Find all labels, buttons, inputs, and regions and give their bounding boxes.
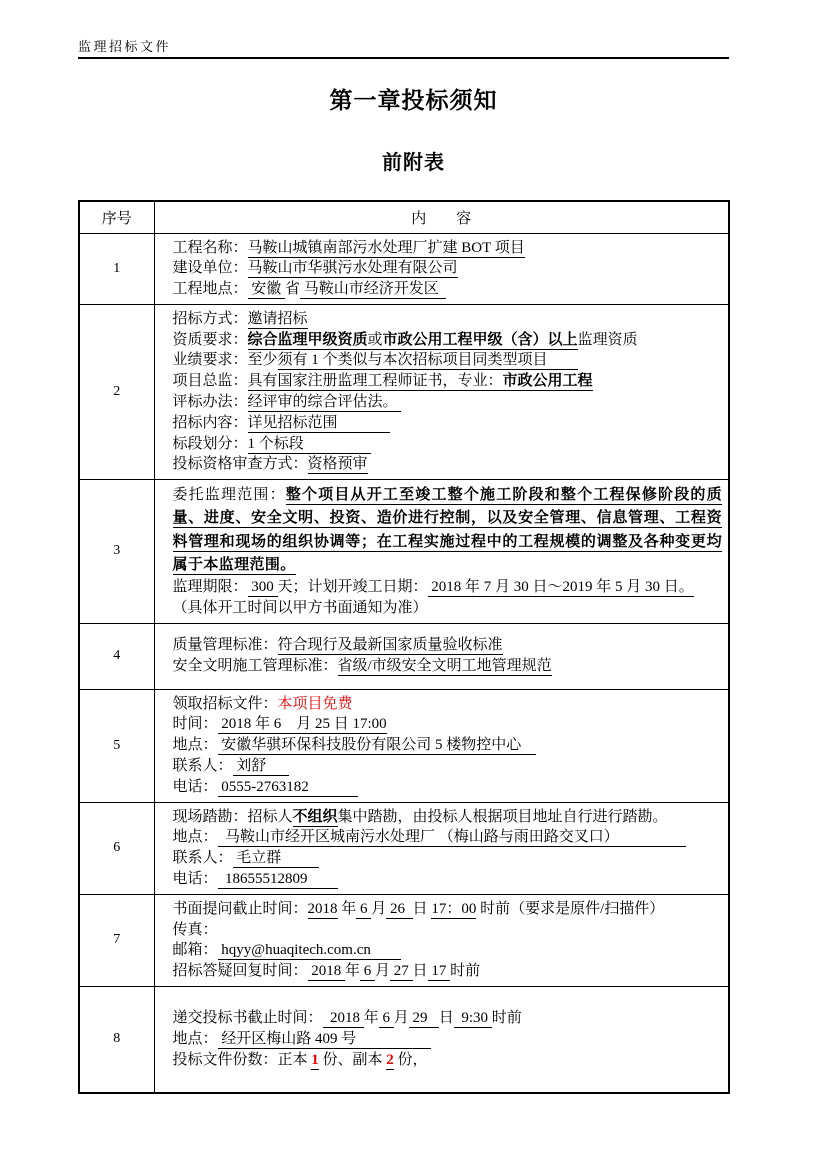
row-number-cell: 6 xyxy=(79,802,154,894)
text-segment: 业绩要求：至少 xyxy=(172,352,278,369)
text-segment: 毛立群 xyxy=(232,850,319,867)
text-segment: 马鞍山市经济开发区 xyxy=(300,281,447,298)
text-segment: 马鞍山市华骐污水处理有限公司 xyxy=(247,260,458,277)
content-line xyxy=(173,920,723,941)
text-segment: 1 个标段 xyxy=(247,435,372,452)
content-line xyxy=(173,714,723,735)
content-line xyxy=(173,807,723,828)
content-line xyxy=(173,1050,723,1071)
text-segment: 评标办法： xyxy=(172,394,248,411)
content-line xyxy=(173,350,723,371)
column-header-no: 序号 xyxy=(79,201,154,233)
text-segment: 日 xyxy=(412,963,428,980)
text-segment: 2018 年 6 月 25 日 17:00 xyxy=(217,716,387,733)
text-segment: 300 xyxy=(247,579,278,596)
text-segment: 监理资质 xyxy=(577,331,638,348)
table-row xyxy=(79,304,729,479)
content-line xyxy=(173,371,723,392)
text-segment: 时前 xyxy=(450,963,481,980)
text-segment: 2018 xyxy=(307,900,338,917)
row-number-cell: 2 xyxy=(79,304,154,479)
text-segment: 具有国家注册监理工程师证书，专业： xyxy=(247,373,503,390)
text-segment: 日 xyxy=(412,900,432,917)
text-segment: 项目总监： xyxy=(172,373,248,390)
content-line xyxy=(173,238,723,259)
text-segment: 递交投标书截止时间： xyxy=(172,1010,323,1027)
table-row xyxy=(79,894,729,986)
text-segment: 月 xyxy=(375,963,391,980)
text-segment: 资格预审 xyxy=(307,456,368,473)
text-segment: 年 xyxy=(363,1010,379,1027)
text-segment: 经开区梅山路 409 号 xyxy=(217,1030,432,1047)
text-segment: 标段划分： xyxy=(172,435,248,452)
text-segment: 2018 xyxy=(322,1010,364,1027)
text-segment: 邀请招标 xyxy=(247,310,308,327)
text-segment: 马鞍山城镇南部污水处理厂扩建 BOT 项目 xyxy=(247,239,525,256)
text-segment: 时前（要求是原件/扫描件） xyxy=(476,900,665,917)
text-segment: 经评审的综合评估法。 xyxy=(247,394,402,411)
text-segment: 1 xyxy=(311,1051,319,1068)
text-segment: 联系人： xyxy=(172,758,233,775)
text-segment: 招标方式： xyxy=(172,310,248,327)
text-segment: 不组织 xyxy=(292,808,338,825)
text-segment: 电话： xyxy=(172,871,218,888)
text-segment: 时前 xyxy=(491,1010,522,1027)
content-line xyxy=(173,577,723,598)
content-line xyxy=(173,309,723,330)
text-segment: 安全文明施工管理标准： xyxy=(172,658,338,675)
text-segment: 符合现行及最新国家质量验收标准 xyxy=(277,637,503,654)
row-number-cell: 5 xyxy=(79,689,154,802)
text-segment: 2018 xyxy=(307,963,346,980)
text-segment: 详见招标范围 xyxy=(247,414,391,431)
text-segment: 集中踏勘，由投标人根据项目地址自行进行踏勘。 xyxy=(337,808,668,825)
row-content-cell xyxy=(154,233,729,304)
content-line xyxy=(173,1029,723,1050)
text-segment: 招标内容： xyxy=(172,414,248,431)
text-segment: 9:30 xyxy=(453,1010,492,1027)
text-segment: 6 xyxy=(356,900,372,917)
content-line xyxy=(173,694,723,715)
text-segment: 地点： xyxy=(172,1030,218,1047)
text-segment: 地点： xyxy=(172,737,218,754)
table-subtitle: 前附表 xyxy=(382,152,445,174)
text-segment: 或 xyxy=(367,331,383,348)
table-header-row xyxy=(79,201,729,233)
text-segment: 省 xyxy=(285,281,301,298)
text-segment: 年 xyxy=(337,900,357,917)
text-segment: 日 xyxy=(438,1010,454,1027)
content-line xyxy=(173,735,723,756)
text-segment: hqyy@huaqitech.com.cn xyxy=(217,942,401,959)
text-segment: 工程名称： xyxy=(172,239,248,256)
text-segment: 26 xyxy=(386,900,413,917)
content-line xyxy=(173,258,723,279)
text-segment: 投标文件份数：正本 xyxy=(172,1051,312,1068)
text-segment: 委托监理范围： xyxy=(172,487,286,504)
table-row xyxy=(79,802,729,894)
content-line xyxy=(173,656,723,677)
text-segment: 时间： xyxy=(172,716,218,733)
text-segment: 书面提问截止时间： xyxy=(172,900,308,917)
text-segment: 2 xyxy=(386,1051,394,1068)
table-row xyxy=(79,233,729,304)
text-segment: 份、副本 xyxy=(318,1051,387,1068)
text-segment: 招标答疑回复时间： xyxy=(172,963,308,980)
text-segment: 省级/市级安全文明工地管理规范 xyxy=(337,658,552,675)
text-segment: 29 xyxy=(408,1010,439,1027)
text-segment: 月 xyxy=(371,900,387,917)
text-segment: 本项目免费 xyxy=(277,695,353,712)
row-number-cell: 3 xyxy=(79,480,154,623)
text-segment: 邮箱： xyxy=(172,942,218,959)
content-line xyxy=(173,598,723,619)
text-segment: 电话： xyxy=(172,778,218,795)
row-content-cell xyxy=(154,623,729,689)
content-line xyxy=(173,1008,723,1029)
content-line xyxy=(173,869,723,890)
text-segment: 马鞍山市经开区城南污水处理厂 （梅山路与雨田路交叉口） xyxy=(217,829,687,846)
column-header-content: 内 容 xyxy=(154,201,729,233)
header-rule xyxy=(78,57,729,59)
text-segment: 监理期限： xyxy=(172,579,248,596)
content-line xyxy=(173,827,723,848)
text-segment: 份， xyxy=(393,1051,428,1068)
row-content-cell xyxy=(154,987,729,1093)
row-content-cell xyxy=(154,480,729,623)
table-body xyxy=(79,233,729,1093)
text-segment: 17 xyxy=(427,963,451,980)
text-segment: 资质要求： xyxy=(172,331,248,348)
table-row xyxy=(79,623,729,689)
text-segment: 27 xyxy=(390,963,413,980)
text-segment: 市政公用工程 xyxy=(502,373,593,390)
text-segment: 月 xyxy=(393,1010,409,1027)
content-line xyxy=(173,330,723,351)
text-segment: 市政公用工程甲级（含）以上 xyxy=(382,331,578,348)
content-line xyxy=(173,484,723,577)
row-number-cell: 7 xyxy=(79,894,154,986)
row-content-cell xyxy=(154,689,729,802)
row-content-cell xyxy=(154,802,729,894)
content-line xyxy=(173,940,723,961)
table-row xyxy=(79,480,729,623)
text-segment: 安徽华骐环保科技股份有限公司 5 楼物控中心 xyxy=(217,737,537,754)
text-segment: 6 xyxy=(378,1010,394,1027)
text-segment: 投标资格审查方式： xyxy=(172,456,308,473)
content-line xyxy=(173,434,723,455)
text-segment: 质量管理标准： xyxy=(172,637,278,654)
front-attached-table xyxy=(78,200,730,1094)
text-segment: 2018 年 7 月 30 日～2019 年 5 月 30 日。 xyxy=(427,579,694,596)
row-number-cell: 4 xyxy=(79,623,154,689)
table-row xyxy=(79,987,729,1093)
text-segment: 现场踏勘：招标人 xyxy=(172,808,293,825)
text-segment: 6 xyxy=(360,963,376,980)
text-segment: 整个项目从开工至竣工整个施工阶段和整个工程保修阶段的质量、进度、安全文明、投资、造价进行控制，以及安全管理、信息管理、工程资料管理和现场的组织协调等；在工程实施过程中的工程规模的调整及各种变更均属于本监理范围。 xyxy=(172,487,722,573)
text-segment: 领取招标文件： xyxy=(172,695,278,712)
text-segment: 地点： xyxy=(172,829,218,846)
text-segment: 17：00 xyxy=(431,900,477,917)
text-segment: 天；计划开竣工日期： xyxy=(277,579,428,596)
content-line xyxy=(173,392,723,413)
chapter-title: 第一章投标须知 xyxy=(329,88,498,113)
document-header-text: 监理招标文件 xyxy=(78,39,172,54)
content-line xyxy=(173,279,723,300)
content-line xyxy=(173,848,723,869)
text-segment: 联系人： xyxy=(172,850,233,867)
content-line xyxy=(173,777,723,798)
content-line xyxy=(173,454,723,475)
text-segment: 18655512809 xyxy=(217,871,338,888)
text-segment: 须有 1 个类似与本次招标项目同类型项目 xyxy=(277,352,578,369)
content-line xyxy=(173,899,723,920)
text-segment: 综合监理甲级资质 xyxy=(247,331,368,348)
table-row xyxy=(79,689,729,802)
text-segment: 建设单位： xyxy=(172,260,248,277)
content-line xyxy=(173,413,723,434)
row-number-cell: 1 xyxy=(79,233,154,304)
content-line xyxy=(173,756,723,777)
row-content-cell xyxy=(154,894,729,986)
row-content-cell xyxy=(154,304,729,479)
text-segment: 年 xyxy=(345,963,361,980)
text-segment: 工程地点： xyxy=(172,281,248,298)
text-segment: 刘舒 xyxy=(232,758,289,775)
content-line xyxy=(173,961,723,982)
content-line xyxy=(173,635,723,656)
text-segment: 安徽 xyxy=(247,281,286,298)
text-segment: （具体开工时间以甲方书面通知为准） xyxy=(172,599,428,616)
text-segment: 0555-2763182 xyxy=(217,778,358,795)
text-segment: 传真： xyxy=(172,921,218,938)
row-number-cell: 8 xyxy=(79,987,154,1093)
